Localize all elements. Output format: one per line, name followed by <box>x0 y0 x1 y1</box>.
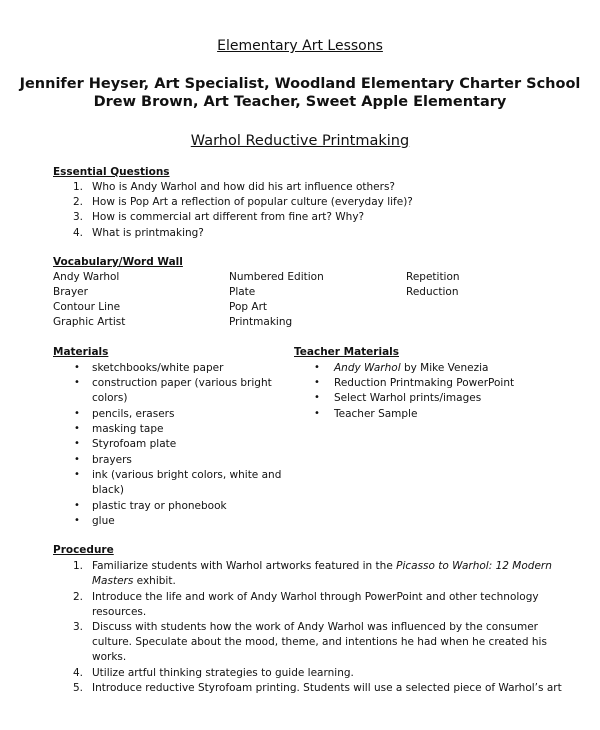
vocab-word: Printmaking <box>229 316 293 328</box>
book-title: Andy Warhol <box>334 362 401 374</box>
bullet-icon: • <box>74 500 80 511</box>
step-number: 1. <box>73 560 84 572</box>
book-author: by Mike Venezia <box>400 362 489 374</box>
bullet-icon: • <box>74 454 80 465</box>
teacher-material-item: Teacher Sample <box>334 408 418 420</box>
question-number: 1. <box>73 181 84 193</box>
bullet-icon: • <box>74 408 80 419</box>
procedure-step: Introduce the life and work of Andy Warhol through PowerPoint and other technology <box>92 591 539 603</box>
exhibit-title: Masters <box>92 575 134 587</box>
author-line-2: Drew Brown, Art Teacher, Sweet Apple Elementary <box>93 94 507 110</box>
bullet-icon: • <box>74 515 80 526</box>
bullet-icon: • <box>314 362 320 373</box>
procedure-step-continued <box>92 575 176 587</box>
question-item: Who is Andy Warhol and how did his art influence others? <box>92 181 395 193</box>
lesson-title: Warhol Reductive Printmaking <box>190 133 410 149</box>
exhibit-title: Picasso to Warhol: 12 Modern <box>396 560 552 572</box>
material-item: plastic tray or phonebook <box>92 500 227 512</box>
vocab-word: Pop Art <box>229 301 268 313</box>
bullet-icon: • <box>314 392 320 403</box>
bullet-icon: • <box>74 377 80 388</box>
materials-heading: Materials <box>53 346 109 358</box>
bullet-icon: • <box>74 362 80 373</box>
step-text: exhibit. <box>133 575 176 587</box>
step-number: 5. <box>73 682 84 694</box>
vocab-word: Contour Line <box>53 301 121 313</box>
question-number: 4. <box>73 227 84 239</box>
vocab-word: Andy Warhol <box>53 271 120 283</box>
vocab-word: Repetition <box>406 271 460 283</box>
teacher-material-item: Reduction Printmaking PowerPoint <box>334 377 515 389</box>
bullet-icon: • <box>74 423 80 434</box>
step-number: 2. <box>73 591 84 603</box>
step-number: 4. <box>73 667 84 679</box>
procedure-step: Discuss with students how the work of Andy Warhol was influenced by the consumer <box>92 621 538 633</box>
material-item: glue <box>92 515 115 527</box>
question-item: What is printmaking? <box>92 227 204 239</box>
procedure-step-continued: resources. <box>92 606 147 618</box>
material-item-continued: black) <box>92 484 124 496</box>
bullet-icon: • <box>74 469 80 480</box>
material-item: pencils, erasers <box>92 408 175 420</box>
procedure-step: Utilize artful thinking strategies to guide learning. <box>92 667 354 679</box>
material-item: construction paper (various bright <box>92 377 272 389</box>
teacher-material-item <box>334 362 488 374</box>
step-text: Familiarize students with Warhol artworks featured in the <box>92 560 397 572</box>
material-item-continued: colors) <box>92 392 128 404</box>
procedure-step-continued: works. <box>92 651 127 663</box>
material-item: Styrofoam plate <box>92 438 177 450</box>
document-title: Elementary Art Lessons <box>217 38 383 54</box>
material-item: masking tape <box>92 423 164 435</box>
teacher-material-item: Select Warhol prints/images <box>334 392 482 404</box>
bullet-icon: • <box>314 408 320 419</box>
procedure-step-continued: culture. Speculate about the mood, theme, and intentions he had when he created his <box>92 636 547 648</box>
essential-questions-heading: Essential Questions <box>53 166 170 178</box>
vocab-word: Reduction <box>406 286 459 298</box>
question-item: How is Pop Art a reflection of popular culture (everyday life)? <box>92 196 413 208</box>
question-item: How is commercial art different from fine art? Why? <box>92 211 365 223</box>
vocab-word: Numbered Edition <box>229 271 324 283</box>
vocab-word: Plate <box>229 286 256 298</box>
bullet-icon: • <box>74 438 80 449</box>
bullet-icon: • <box>314 377 320 388</box>
step-number: 3. <box>73 621 84 633</box>
material-item: brayers <box>92 454 132 466</box>
question-number: 3. <box>73 211 84 223</box>
procedure-heading: Procedure <box>53 544 114 556</box>
question-number: 2. <box>73 196 84 208</box>
vocab-word: Graphic Artist <box>53 316 126 328</box>
procedure-step <box>92 560 552 572</box>
material-item: ink (various bright colors, white and <box>92 469 282 481</box>
vocabulary-heading: Vocabulary/Word Wall <box>53 256 183 268</box>
author-line-1: Jennifer Heyser, Art Specialist, Woodland Elementary Charter School <box>19 76 581 92</box>
teacher-materials-heading: Teacher Materials <box>294 346 400 358</box>
procedure-step: Introduce reductive Styrofoam printing. Students will use a selected piece of Warhol’s art <box>92 682 562 694</box>
material-item: sketchbooks/white paper <box>92 362 224 374</box>
vocab-word: Brayer <box>53 286 88 298</box>
